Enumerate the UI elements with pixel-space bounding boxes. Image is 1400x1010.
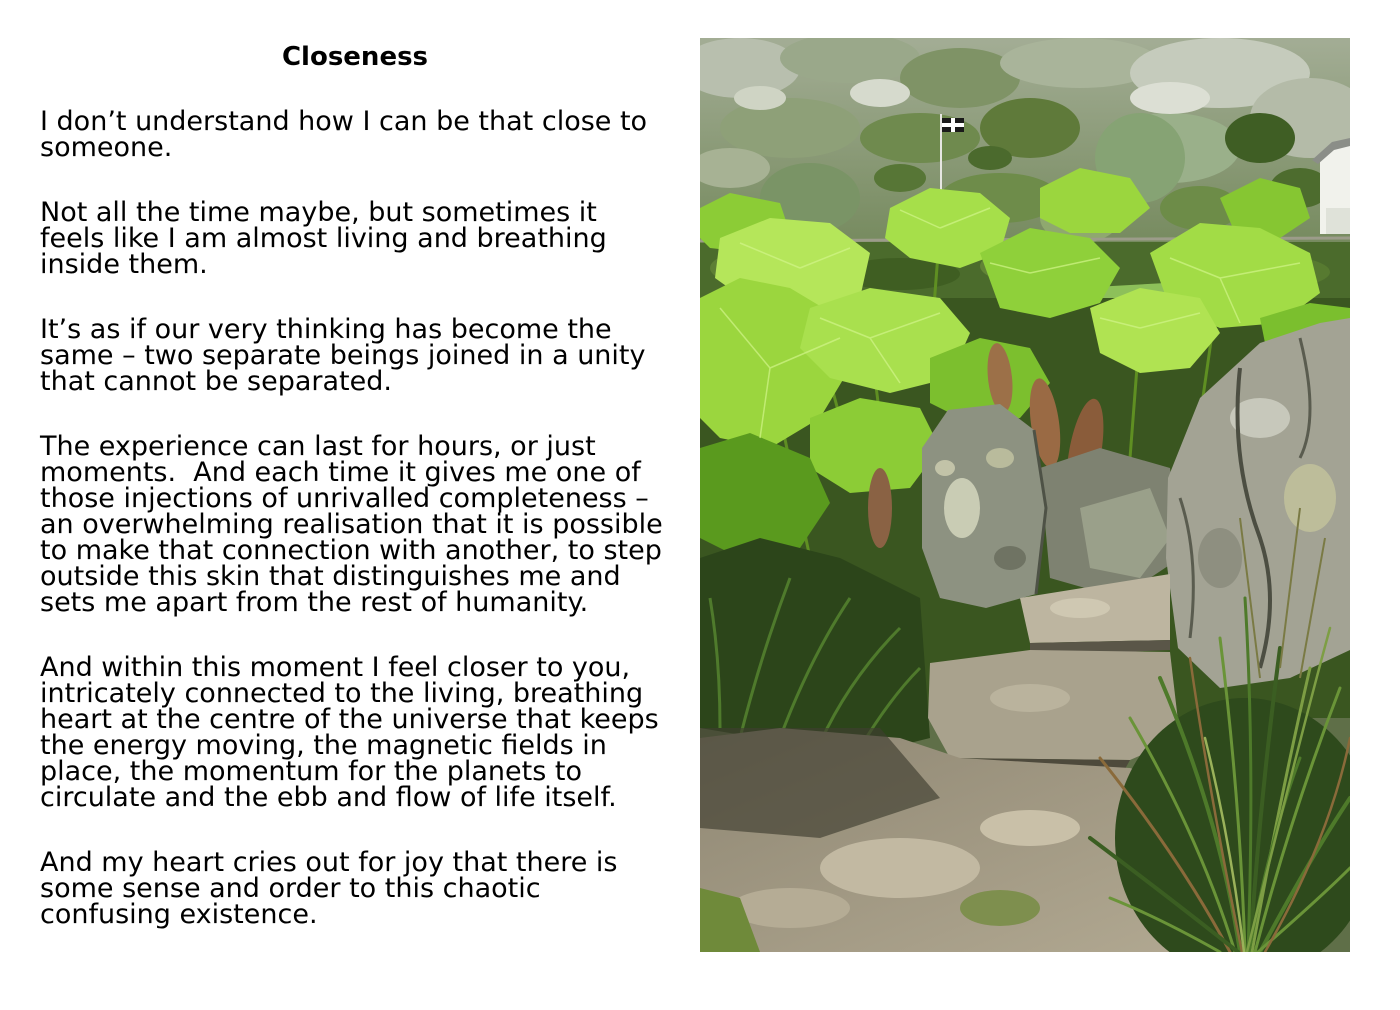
paragraph-6 (40, 847, 670, 930)
poem-line: moments. And each time it gives me one of (40, 457, 641, 488)
poem-line: outside this skin that distinguishes me and (40, 561, 621, 592)
poem-line: I don’t understand how I can be that close to (40, 106, 648, 137)
poem-line: place, the momentum for the planets to (40, 756, 582, 787)
poem-line: It’s as if our very thinking has become the (40, 314, 612, 345)
poem-line: same – two separate beings joined in a unity (40, 340, 646, 371)
poem-line: The experience can last for hours, or just (40, 431, 596, 462)
poem-line: the energy moving, the magnetic fields in (40, 730, 607, 761)
paragraph-3 (40, 314, 670, 397)
poem-line: that cannot be separated. (40, 366, 392, 397)
poem-line: to make that connection with another, to step (40, 535, 662, 566)
poem-line: And my heart cries out for joy that there is (40, 847, 618, 878)
poem-line: some sense and order to this chaotic (40, 873, 541, 904)
poem-line: feels like I am almost living and breathing (40, 223, 607, 254)
poem-line: circulate and the ebb and flow of life itself. (40, 782, 617, 813)
poem-line: confusing existence. (40, 899, 318, 930)
paragraph-1 (40, 106, 670, 163)
paragraph-5 (40, 652, 670, 813)
poem-line: those injections of unrivalled completeness – (40, 483, 649, 514)
paragraph-2 (40, 197, 670, 280)
poem-title: Closeness (281, 42, 429, 72)
poem-text-column (40, 44, 670, 928)
paragraph-4 (40, 431, 670, 618)
garden-photo (700, 38, 1350, 952)
poem-line: Not all the time maybe, but sometimes it (40, 197, 597, 228)
poem-line: heart at the centre of the universe that keeps (40, 704, 659, 735)
poem-line: inside them. (40, 249, 208, 280)
poem-line: sets me apart from the rest of humanity. (40, 587, 589, 618)
poem-line: an overwhelming realisation that it is possible (40, 509, 663, 540)
poem-line: someone. (40, 132, 173, 163)
garden-photo-drawing (700, 38, 1350, 952)
poem-line: intricately connected to the living, breathing (40, 678, 644, 709)
photo-stone-left (922, 404, 1046, 608)
poem-line: And within this moment I feel closer to you, (40, 652, 631, 683)
